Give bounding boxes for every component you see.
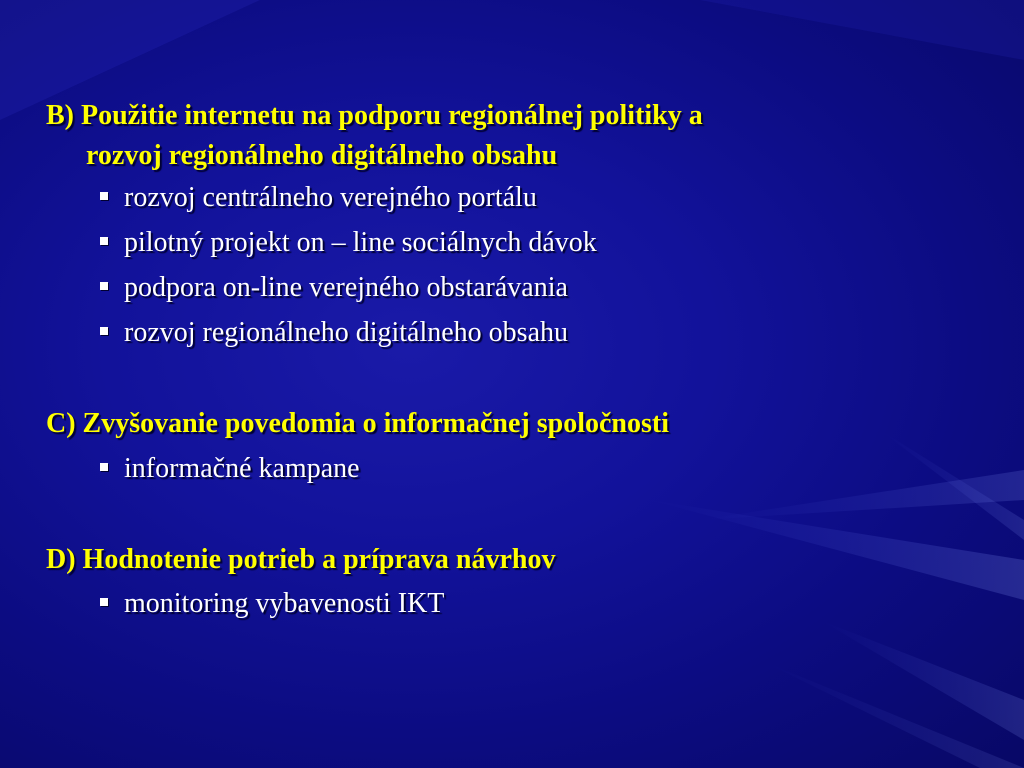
section-d-heading-text: D) Hodnotenie potrieb a príprava návrhov — [46, 544, 556, 575]
list-item-text: pilotný projekt on – line sociálnych dávok — [124, 227, 597, 258]
square-bullet-icon — [100, 463, 108, 471]
list-item — [100, 451, 360, 487]
list-item-text: informačné kampane — [124, 453, 360, 484]
square-bullet-icon — [100, 282, 108, 290]
list-item — [100, 315, 568, 351]
square-bullet-icon — [100, 192, 108, 200]
square-bullet-icon — [100, 237, 108, 245]
square-bullet-icon — [100, 327, 108, 335]
list-item-text: rozvoj centrálneho verejného portálu — [124, 182, 537, 213]
square-bullet-icon — [100, 598, 108, 606]
list-item-text: podpora on-line verejného obstarávania — [124, 272, 568, 303]
section-b-heading — [46, 96, 946, 176]
section-c-heading-text: C) Zvyšovanie povedomia o informačnej spoločnosti — [46, 408, 669, 439]
list-item — [100, 270, 568, 306]
list-item-text: monitoring vybavenosti IKT — [124, 588, 445, 619]
list-item-text: rozvoj regionálneho digitálneho obsahu — [124, 317, 568, 348]
section-b-heading-line1: B) Použitie internetu na podporu regionálnej politiky a — [46, 100, 703, 131]
list-item — [100, 586, 444, 622]
list-item — [100, 225, 597, 261]
section-d-heading — [46, 540, 946, 580]
list-item — [100, 180, 537, 216]
section-c-heading — [46, 404, 946, 444]
section-b-heading-line2: rozvoj regionálneho digitálneho obsahu — [86, 140, 558, 171]
